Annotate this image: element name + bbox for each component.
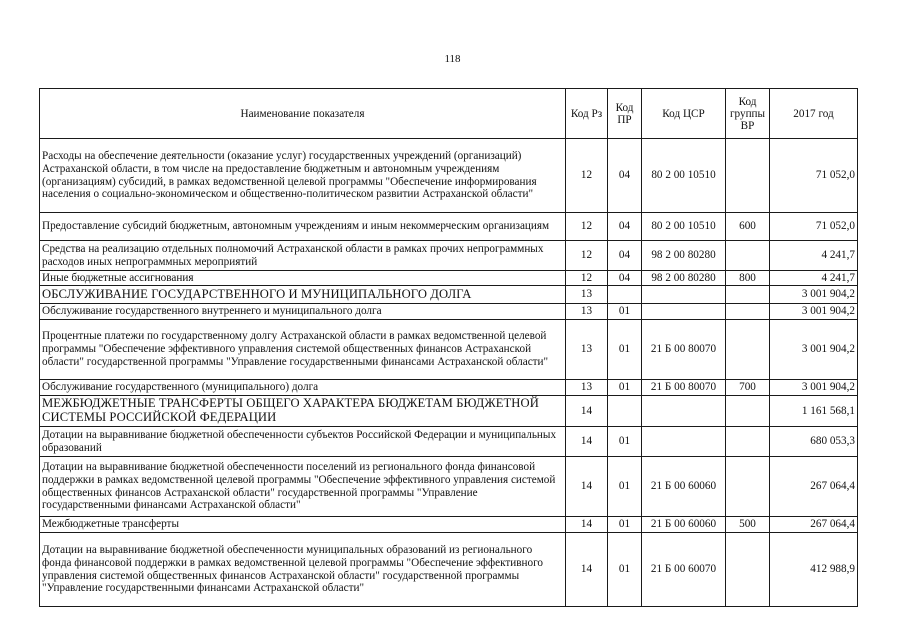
- row-pr: 04: [608, 271, 642, 286]
- row-vr: 700: [726, 380, 770, 396]
- row-pr: [608, 286, 642, 304]
- row-pr: 01: [608, 427, 642, 457]
- row-csr: 21 Б 00 80070: [642, 380, 726, 396]
- row-rz: 12: [566, 139, 608, 213]
- row-name: Межбюджетные трансферты: [40, 517, 566, 533]
- header-vr: Код группы ВР: [726, 89, 770, 139]
- row-name: Обслуживание государственного внутреннего и муниципального долга: [40, 304, 566, 320]
- row-name: Дотации на выравнивание бюджетной обеспеченности муниципальных образований из регионального фонда финансовой поддержки в рамках ведомственной целевой программы "Обеспечение эффективного управления системой общественных финансов Астраханской области" государственной программы "Управление государственными финансами Астраханской области": [40, 533, 566, 607]
- row-pr: 01: [608, 533, 642, 607]
- table-row: [40, 517, 858, 533]
- budget-table: [39, 88, 858, 607]
- row-rz: 14: [566, 517, 608, 533]
- row-sum: 267 064,4: [770, 517, 858, 533]
- row-vr: [726, 286, 770, 304]
- row-sum: 71 052,0: [770, 139, 858, 213]
- row-csr: [642, 304, 726, 320]
- row-vr: [726, 427, 770, 457]
- row-pr: 04: [608, 241, 642, 271]
- table-header-row: [40, 89, 858, 139]
- row-sum: 1 161 568,1: [770, 396, 858, 427]
- row-pr: [608, 396, 642, 427]
- page-number: 118: [444, 53, 461, 65]
- row-csr: 80 2 00 10510: [642, 139, 726, 213]
- row-pr: 01: [608, 380, 642, 396]
- row-name: Расходы на обеспечение деятельности (оказание услуг) государственных учреждений (организаций) Астраханской области, в том числе на предоставление бюджетным и автономным учреждениям (организациям) субсидий, в рамках ведомственной целевой программы "Обеспечение информирования населения о социально-экономическом и общественно-политическом развитии Астраханской области": [40, 139, 566, 213]
- row-csr: 21 Б 00 60060: [642, 457, 726, 517]
- row-sum: 4 241,7: [770, 241, 858, 271]
- row-sum: 3 001 904,2: [770, 380, 858, 396]
- row-name: Предоставление субсидий бюджетным, автономным учреждениям и иным некоммерческим организациям: [40, 213, 566, 241]
- table-row: [40, 457, 858, 517]
- row-csr: [642, 427, 726, 457]
- row-sum: 3 001 904,2: [770, 320, 858, 380]
- row-vr: 500: [726, 517, 770, 533]
- row-sum: 412 988,9: [770, 533, 858, 607]
- section-title: МЕЖБЮДЖЕТНЫЕ ТРАНСФЕРТЫ ОБЩЕГО ХАРАКТЕРА БЮДЖЕТАМ БЮДЖЕТНОЙ СИСТЕМЫ РОССИЙСКОЙ ФЕДЕРАЦИИ: [40, 396, 566, 427]
- row-pr: 01: [608, 304, 642, 320]
- row-rz: 14: [566, 533, 608, 607]
- row-csr: [642, 286, 726, 304]
- table-row: [40, 533, 858, 607]
- header-name: Наименование показателя: [40, 89, 566, 139]
- row-name: Иные бюджетные ассигнования: [40, 271, 566, 286]
- row-sum: 680 053,3: [770, 427, 858, 457]
- row-rz: 14: [566, 457, 608, 517]
- row-rz: 13: [566, 380, 608, 396]
- row-csr: 21 Б 00 60060: [642, 517, 726, 533]
- row-sum: 4 241,7: [770, 271, 858, 286]
- row-name: Процентные платежи по государственному долгу Астраханской области в рамках ведомственной целевой программы "Обеспечение эффективного управления системой общественных финансов Астраханской области" государственной программы "Управление государственными финансами Астраханской области": [40, 320, 566, 380]
- row-rz: 14: [566, 427, 608, 457]
- row-rz: 12: [566, 241, 608, 271]
- header-year: 2017 год: [770, 89, 858, 139]
- table-row: [40, 286, 858, 304]
- row-vr: [726, 320, 770, 380]
- row-csr: 21 Б 00 80070: [642, 320, 726, 380]
- row-rz: 12: [566, 213, 608, 241]
- header-csr: Код ЦСР: [642, 89, 726, 139]
- row-name: Дотации на выравнивание бюджетной обеспеченности субъектов Российской Федерации и муниципальных образований: [40, 427, 566, 457]
- row-vr: 600: [726, 213, 770, 241]
- row-rz: 13: [566, 304, 608, 320]
- row-sum: 3 001 904,2: [770, 286, 858, 304]
- row-name: Дотации на выравнивание бюджетной обеспеченности поселений из регионального фонда финансовой поддержки в рамках ведомственной целевой программы "Обеспечение эффективного управления системой общественных финансов Астраханской области" государственной программы "Управление государственными финансами Астраханской области": [40, 457, 566, 517]
- table-row: [40, 304, 858, 320]
- table-row: [40, 380, 858, 396]
- table-row: [40, 139, 858, 213]
- row-vr: [726, 304, 770, 320]
- row-csr: 98 2 00 80280: [642, 271, 726, 286]
- row-vr: [726, 139, 770, 213]
- row-rz: 14: [566, 396, 608, 427]
- row-rz: 12: [566, 271, 608, 286]
- row-pr: 01: [608, 320, 642, 380]
- row-vr: [726, 396, 770, 427]
- row-sum: 267 064,4: [770, 457, 858, 517]
- row-csr: 21 Б 00 60070: [642, 533, 726, 607]
- row-sum: 71 052,0: [770, 213, 858, 241]
- row-vr: [726, 533, 770, 607]
- row-rz: 13: [566, 320, 608, 380]
- table-row: [40, 271, 858, 286]
- row-rz: 13: [566, 286, 608, 304]
- table-row: [40, 213, 858, 241]
- table-row: [40, 396, 858, 427]
- row-name: Обслуживание государственного (муниципального) долга: [40, 380, 566, 396]
- row-pr: 01: [608, 457, 642, 517]
- row-pr: 04: [608, 213, 642, 241]
- table-row: [40, 427, 858, 457]
- row-csr: [642, 396, 726, 427]
- row-csr: 98 2 00 80280: [642, 241, 726, 271]
- header-pr: Код ПР: [608, 89, 642, 139]
- row-vr: [726, 457, 770, 517]
- row-pr: 01: [608, 517, 642, 533]
- row-pr: 04: [608, 139, 642, 213]
- table-row: [40, 241, 858, 271]
- header-rz: Код Рз: [566, 89, 608, 139]
- row-name: Средства на реализацию отдельных полномочий Астраханской области в рамках прочих непрограммных расходов иных непрограммных мероприятий: [40, 241, 566, 271]
- row-csr: 80 2 00 10510: [642, 213, 726, 241]
- section-title: ОБСЛУЖИВАНИЕ ГОСУДАРСТВЕННОГО И МУНИЦИПАЛЬНОГО ДОЛГА: [40, 286, 566, 304]
- row-vr: 800: [726, 271, 770, 286]
- table-row: [40, 320, 858, 380]
- row-vr: [726, 241, 770, 271]
- row-sum: 3 001 904,2: [770, 304, 858, 320]
